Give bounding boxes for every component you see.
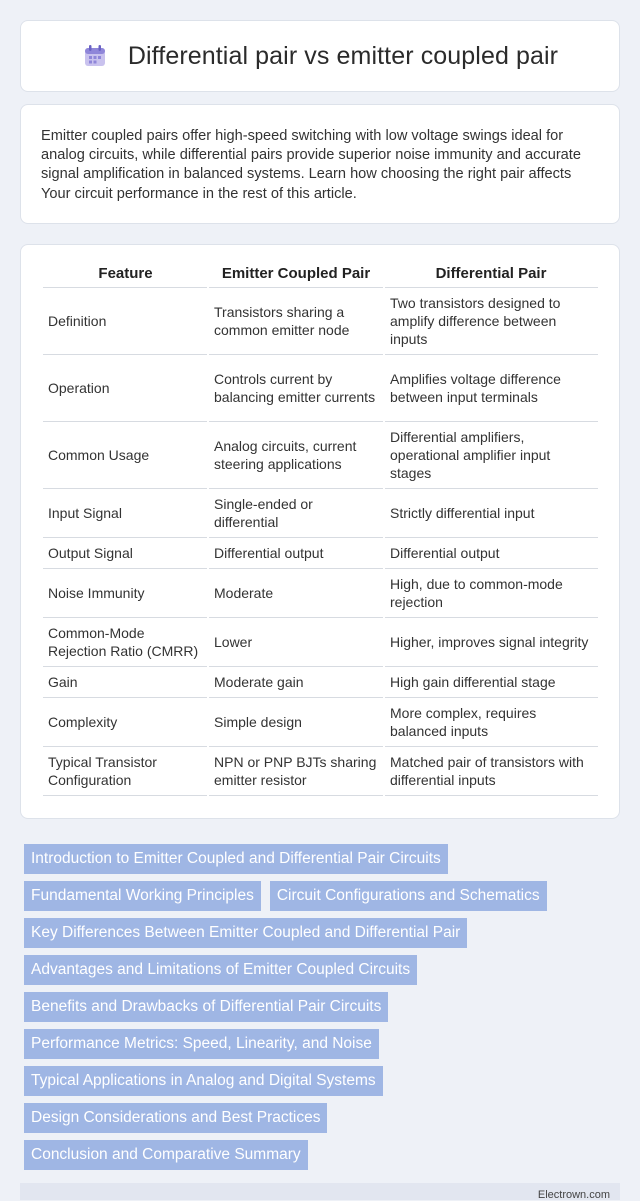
topic-links [0, 844, 640, 1170]
table-row [43, 421, 598, 488]
table-cell: Typical Transistor Configuration [43, 746, 208, 795]
header-emitter-coupled: Emitter Coupled Pair [208, 261, 384, 287]
table-cell: Higher, improves signal integrity [384, 617, 598, 666]
table-cell: Common-Mode Rejection Ratio (CMRR) [43, 617, 208, 666]
table-cell: Complexity [43, 697, 208, 746]
topic-link-differential-benefits[interactable]: Benefits and Drawbacks of Differential Pair Circuits [24, 992, 388, 1022]
table-row [43, 746, 598, 795]
table-cell: Transistors sharing a common emitter node [208, 287, 384, 354]
topic-link-working-principles[interactable]: Fundamental Working Principles [24, 881, 261, 911]
table-cell: Gain [43, 666, 208, 697]
comparison-table-card [20, 244, 620, 819]
header-feature: Feature [43, 261, 208, 287]
table-row [43, 617, 598, 666]
topic-link-design-considerations[interactable]: Design Considerations and Best Practices [24, 1103, 327, 1133]
table-cell: Operation [43, 354, 208, 421]
table-cell: Noise Immunity [43, 568, 208, 617]
footer-brand: Electrown.com [537, 1189, 610, 1201]
topic-link-conclusion[interactable]: Conclusion and Comparative Summary [24, 1140, 308, 1170]
table-cell: Differential amplifiers, operational amplifier input stages [384, 421, 598, 488]
topic-link-applications[interactable]: Typical Applications in Analog and Digital Systems [24, 1066, 383, 1096]
footer [20, 1183, 620, 1200]
table-row [43, 666, 598, 697]
comparison-table [43, 261, 598, 796]
table-cell: Amplifies voltage difference between input terminals [384, 354, 598, 421]
intro-card [20, 104, 620, 224]
table-cell: Differential output [384, 537, 598, 568]
table-row [43, 287, 598, 354]
table-cell: Strictly differential input [384, 488, 598, 537]
table-cell: Single-ended or differential [208, 488, 384, 537]
table-header-row [43, 261, 598, 287]
header-differential: Differential Pair [384, 261, 598, 287]
table-cell: Matched pair of transistors with differential inputs [384, 746, 598, 795]
calendar-icon [82, 43, 108, 69]
table-cell: Definition [43, 287, 208, 354]
table-cell: Lower [208, 617, 384, 666]
page-title: Differential pair vs emitter coupled pair [127, 41, 559, 70]
title-card [20, 20, 620, 92]
table-cell: Analog circuits, current steering applications [208, 421, 384, 488]
table-cell: Controls current by balancing emitter currents [208, 354, 384, 421]
table-cell: Output Signal [43, 537, 208, 568]
table-cell: Differential output [208, 537, 384, 568]
intro-text: Emitter coupled pairs offer high-speed switching with low voltage swings ideal for analog circuits, while differential pairs provide superior noise immunity and accurate signal amplification in balanced systems. Learn how choosing the right pair affects Your circuit performance in the rest of this article. [41, 128, 581, 202]
table-cell: Simple design [208, 697, 384, 746]
table-row [43, 697, 598, 746]
table-cell: Input Signal [43, 488, 208, 537]
table-cell: Two transistors designed to amplify difference between inputs [384, 287, 598, 354]
topic-link-key-differences[interactable]: Key Differences Between Emitter Coupled and Differential Pair [24, 918, 467, 948]
table-cell: Moderate gain [208, 666, 384, 697]
table-row [43, 354, 598, 421]
table-cell: Moderate [208, 568, 384, 617]
topic-link-performance-metrics[interactable]: Performance Metrics: Speed, Linearity, and Noise [24, 1029, 379, 1059]
table-row [43, 488, 598, 537]
table-cell: High, due to common-mode rejection [384, 568, 598, 617]
table-row [43, 537, 598, 568]
table-cell: Common Usage [43, 421, 208, 488]
topic-link-configurations[interactable]: Circuit Configurations and Schematics [270, 881, 547, 911]
table-cell: NPN or PNP BJTs sharing emitter resistor [208, 746, 384, 795]
topic-link-emitter-advantages[interactable]: Advantages and Limitations of Emitter Coupled Circuits [24, 955, 417, 985]
table-row [43, 568, 598, 617]
table-cell: High gain differential stage [384, 666, 598, 697]
table-cell: More complex, requires balanced inputs [384, 697, 598, 746]
topic-link-introduction[interactable]: Introduction to Emitter Coupled and Differential Pair Circuits [24, 844, 448, 874]
